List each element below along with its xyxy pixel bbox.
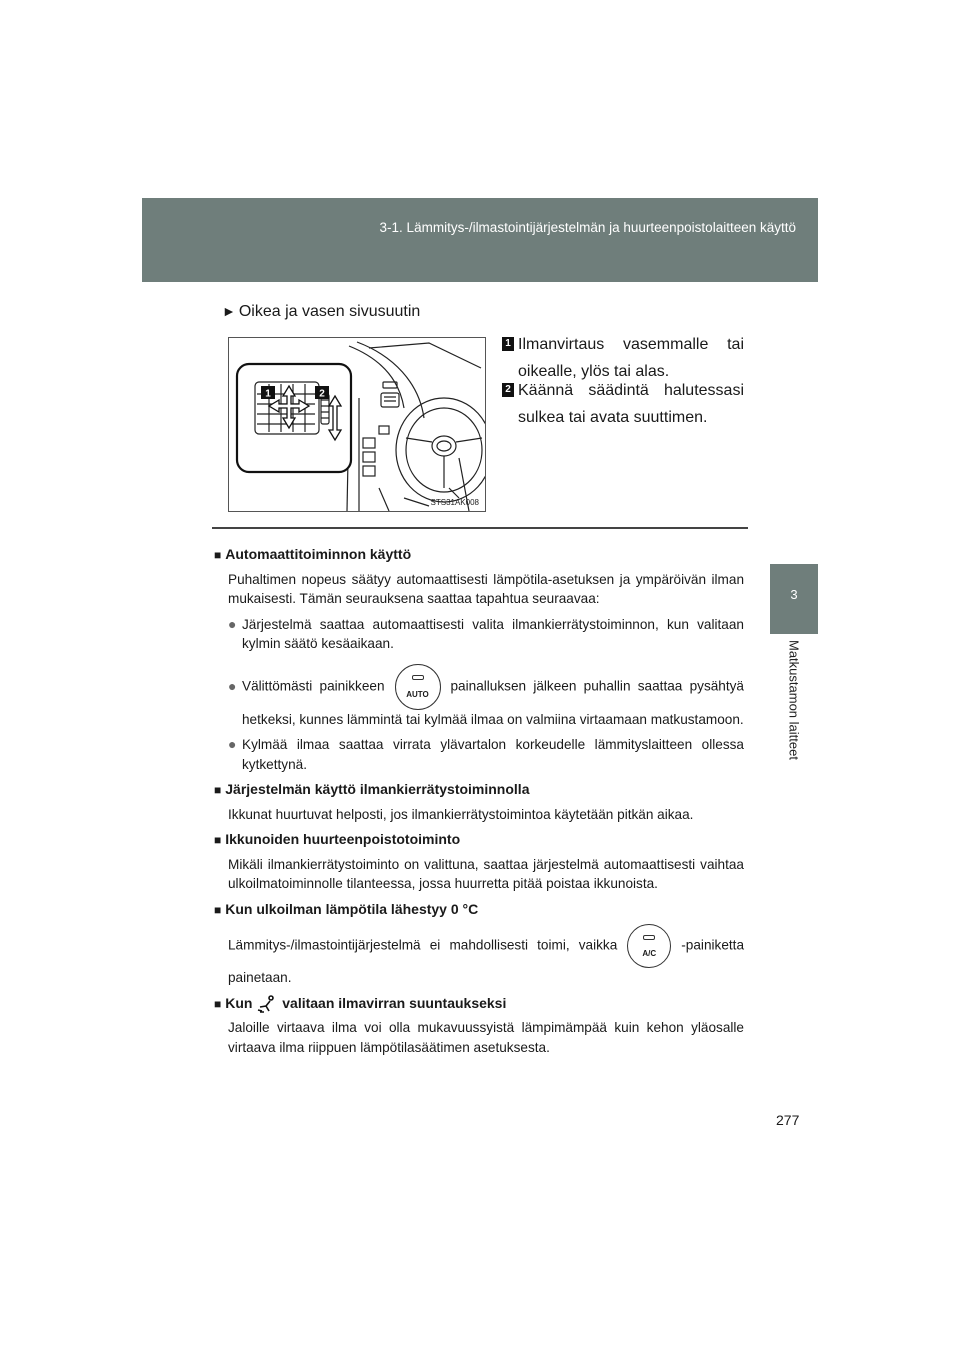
auto-bullet-2: ● Välittömästi painikkeen AUTO painalluksen jälkeen puhallin saattaa pysähtyä hetkeksi, kunnes lämmintä tai kylmää ilmaa on valmiina virtaamaan matkustamoon. (228, 664, 744, 730)
callout-2-label: 2 (319, 388, 325, 400)
auto-bullet-1: ● Järjestelmä saattaa automaattisesti valita ilmankierrätystoiminnon, kun valitaan kylmin säätö kesäaikaan. (228, 615, 744, 651)
page-number: 277 (776, 1112, 800, 1128)
square-bullet-icon: ■ (214, 548, 222, 562)
section-auto-intro: Puhaltimen nopeus säätyy automaattisesti lämpötila-asetuksen ja ympäröivän ilman mukaisesti. Tämän seurauksena saattaa tapahtua seuraavaa: (228, 571, 744, 606)
section-flow-title: ■ Kun valitaan ilmavirran suuntaukseksi (214, 994, 744, 1015)
circle-bullet-icon: ● (228, 736, 237, 752)
section-divider (212, 527, 748, 529)
section-recirc-title: ■ Järjestelmän käyttö ilmankierrätystoiminnolla (214, 781, 530, 797)
side-tab (770, 634, 818, 789)
subheading-text: Oikea ja vasen sivusuutin (238, 303, 421, 320)
callout-1-label: 1 (265, 388, 271, 400)
section-defog-title: ■ Ikkunoiden huurteenpoistotoiminto (214, 831, 461, 847)
section-flow-text: Jaloille virtaava ilma voi olla mukavuussyistä lämpimämpää kuin kehon yläosalle virtaava ilma riippuen lämpötilasäätimen asetuksesta. (228, 1020, 744, 1055)
section-zero-title: ■ Kun ulkoilman lämpötila lähestyy 0 °C (214, 900, 479, 917)
side-tab-number: 3 (770, 564, 818, 634)
section-recirc-text: Ikkunat huurtuvat helposti, jos ilmankierrätystoimintoa käytetään pitkän aikaa. (228, 806, 694, 822)
step-1-number: 1 (502, 337, 514, 351)
step-1-text: Ilmanvirtaus vasemmalle tai oikealle, ylös tai alas. (518, 336, 744, 380)
section-defog-text: Mikäli ilmankierrätystoiminto on valittuna, saattaa järjestelmä automaattisesti vaihtaa ulkoilmatoiminnolle tilanteessa, jossa huurretta pitää poistaa ikkunoista. (228, 856, 744, 891)
airflow-feet-icon (256, 995, 278, 1013)
square-bullet-icon: ■ (214, 833, 222, 847)
dashboard-vent-drawing (229, 338, 485, 511)
figure-code: STS31AK008 (430, 498, 479, 507)
circle-bullet-icon: ● (228, 615, 237, 632)
square-bullet-icon: ■ (214, 902, 222, 917)
step-2-text: Käännä säädintä halutessasi sulkea tai avata suuttimen. (518, 382, 744, 426)
auto-button-icon: AUTO (395, 664, 441, 710)
subheading (222, 303, 420, 321)
auto-bullet-3: ● Kylmää ilmaa saattaa virrata ylävartalon korkeudelle lämmityslaitteen ollessa kytkettynä. (228, 736, 744, 772)
chapter-header (142, 198, 818, 282)
vent-illustration (228, 337, 486, 512)
triangle-right-icon: ► (222, 303, 236, 319)
section-zero-text: Lämmitys-/ilmastointijärjestelmä ei mahdollisesti toimi, vaikka A/C -painiketta painetaan. (228, 924, 744, 988)
ac-button-icon: A/C (627, 924, 671, 968)
side-tab-label: Matkustamon laitteet (786, 640, 802, 760)
square-bullet-icon: ■ (214, 996, 222, 1011)
section-auto-title: ■ Automaattitoiminnon käyttö (214, 546, 412, 562)
chapter-title: 3-1. Lämmitys-/ilmastointijärjestelmän ja huurteenpoistolaitteen käyttö (379, 220, 796, 235)
step-2-number: 2 (502, 383, 514, 397)
step-2 (502, 377, 744, 431)
circle-bullet-icon: ● (228, 677, 237, 694)
notes-content (214, 545, 744, 1057)
square-bullet-icon: ■ (214, 783, 222, 797)
